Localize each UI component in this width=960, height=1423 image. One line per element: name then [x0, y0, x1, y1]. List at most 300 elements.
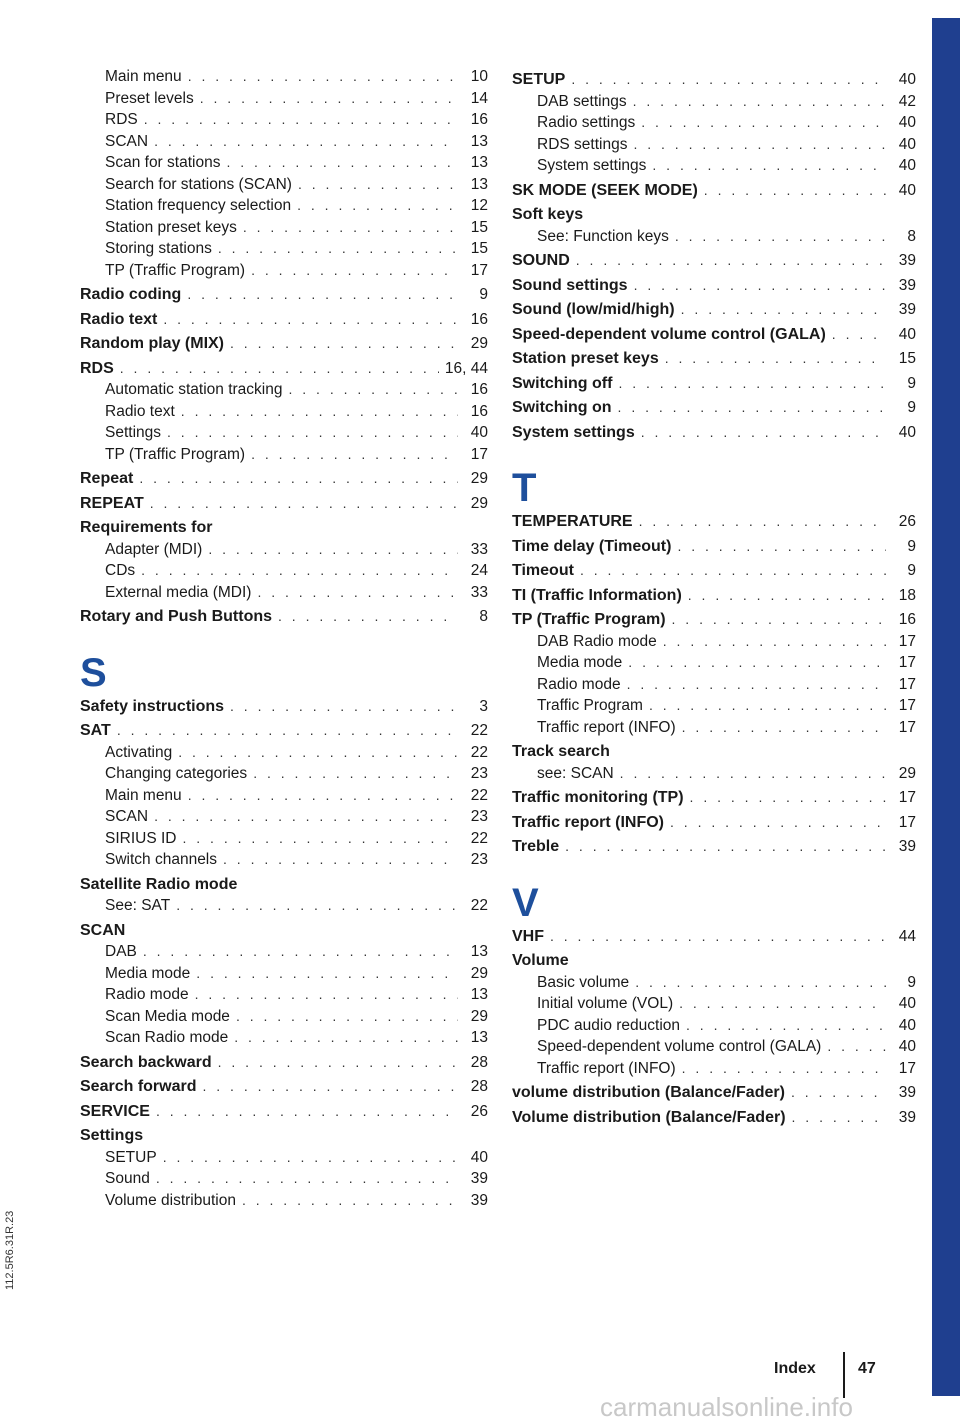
index-subentry [80, 965, 488, 987]
index-entry-text: Search backward [80, 1053, 212, 1071]
index-page-ref: 12 [470, 197, 488, 214]
index-entry-text: Switching off [512, 374, 613, 392]
index-entry-text: Radio coding [80, 286, 182, 303]
index-page-ref: 15 [898, 350, 916, 367]
dot-leader [677, 538, 886, 554]
index-page-ref: 17 [898, 632, 916, 650]
index-entry-text: Radio mode [537, 675, 621, 693]
index-entry [512, 375, 916, 397]
index-entry [512, 513, 916, 535]
index-entry-text: Safety instructions [80, 697, 225, 715]
dot-leader [230, 698, 458, 714]
page-number: 47 [858, 1360, 876, 1377]
index-entry-text: Station preset keys [105, 218, 237, 236]
footer-section-label: Index [774, 1360, 816, 1377]
index-subentry [80, 219, 488, 241]
index-subentry [80, 381, 488, 403]
index-entry-text: SIRIUS ID [105, 829, 177, 847]
index-entry [80, 876, 488, 898]
index-entry [512, 206, 916, 228]
dot-leader [167, 424, 458, 440]
index-entry-text: SCAN [80, 921, 126, 939]
index-entry-text: Settings [80, 1127, 144, 1144]
dot-leader [682, 719, 886, 735]
index-subentry [80, 986, 488, 1008]
document-code: 112.5R6.31R.23 [4, 1210, 16, 1290]
index-entry-text: Search forward [80, 1078, 197, 1095]
index-subentry [80, 111, 488, 133]
index-subentry [80, 133, 488, 155]
index-page-ref: 40 [898, 1038, 916, 1055]
index-entry [80, 470, 488, 492]
index-entry-text: Radio mode [105, 986, 189, 1003]
dot-leader [618, 399, 886, 415]
index-entry [80, 1054, 488, 1076]
index-subentry [80, 830, 488, 852]
index-entry-text: Scan for stations [105, 154, 221, 171]
index-entry-text: Traffic Program [537, 697, 643, 714]
index-entry-text: Changing categories [105, 765, 248, 782]
index-entry-text: Station preset keys [512, 350, 659, 367]
dot-leader [288, 381, 458, 397]
index-entry-text: See: Function keys [537, 227, 669, 245]
index-entry-text: Initial volume (VOL) [537, 995, 674, 1012]
dot-leader [154, 133, 458, 149]
dot-leader [827, 1038, 886, 1054]
index-page-ref: 39 [898, 1084, 916, 1101]
index-entry-text: PDC audio reduction [537, 1016, 681, 1034]
index-page-ref: 17 [898, 697, 916, 714]
index-entry-text: Satellite Radio mode [80, 875, 238, 893]
index-entry-text: System settings [512, 423, 635, 441]
index-subentry [512, 676, 916, 698]
index-subentry [80, 584, 488, 606]
index-subentry [512, 654, 916, 676]
index-column-left [80, 68, 488, 1213]
index-entry [512, 611, 916, 633]
dot-leader [682, 1060, 886, 1076]
dot-leader [679, 995, 886, 1011]
dot-leader [251, 446, 458, 462]
index-entry-text: Traffic report (INFO) [537, 1059, 676, 1077]
index-subentry [80, 897, 488, 919]
index-entry [80, 1103, 488, 1125]
index-entry-text: Rotary and Push Buttons [80, 608, 273, 625]
index-subentry [512, 228, 916, 250]
dot-leader [641, 424, 886, 440]
index-page-ref: 40 [470, 1148, 488, 1166]
index-entry-text: Automatic station tracking [105, 381, 283, 398]
index-entry-text: Basic volume [537, 973, 630, 991]
index-page-ref: 16 [470, 381, 488, 398]
dot-leader [253, 765, 458, 781]
dot-leader [236, 1008, 458, 1024]
index-subentry [80, 446, 488, 468]
index-subentry [80, 1149, 488, 1171]
index-page-ref: 33 [470, 583, 488, 601]
dot-leader [251, 262, 458, 278]
index-entry [80, 335, 488, 357]
index-subentry [80, 176, 488, 198]
index-page-ref: 17 [898, 675, 916, 693]
index-entry [80, 722, 488, 744]
index-subentry [512, 697, 916, 719]
index-entry-text: Volume distribution [105, 1191, 236, 1209]
index-entry [512, 789, 916, 811]
dot-leader [230, 335, 458, 351]
dot-leader [297, 197, 458, 213]
index-page-ref: 44 [898, 927, 916, 945]
index-page-ref: 3 [479, 697, 488, 715]
dot-leader [187, 286, 458, 302]
index-entry [512, 1109, 916, 1131]
index-subentry [512, 1060, 916, 1082]
index-page-ref: 22 [470, 743, 488, 761]
index-page-ref: 22 [470, 786, 488, 804]
index-entry-text: Station frequency selection [105, 197, 292, 214]
index-entry [512, 743, 916, 765]
index-page-ref: 28 [470, 1053, 488, 1071]
dot-leader [178, 744, 458, 760]
index-entry-text: Soft keys [512, 206, 584, 223]
index-entry-text: Switch channels [105, 851, 218, 868]
index-subentry [80, 808, 488, 830]
index-subentry [512, 633, 916, 655]
dot-leader [550, 928, 886, 944]
dot-leader [200, 90, 458, 106]
dot-leader [688, 587, 886, 603]
index-page-ref: 39 [470, 1170, 488, 1187]
index-entry-text: SERVICE [80, 1102, 150, 1120]
index-entry [512, 587, 916, 609]
dot-leader [150, 495, 458, 511]
index-page-ref: 13 [470, 132, 488, 150]
dot-leader [639, 513, 886, 529]
index-entry-text: Requirements for [80, 519, 213, 536]
index-page-ref: 17 [898, 654, 916, 671]
dot-leader [649, 697, 886, 713]
index-page-ref: 9 [907, 973, 916, 991]
index-subentry [80, 262, 488, 284]
index-page-ref: 40 [470, 424, 488, 441]
index-page-ref: 28 [470, 1078, 488, 1095]
index-entry [512, 71, 916, 93]
index-entry-text: VHF [512, 927, 544, 945]
index-entry-text: Traffic report (INFO) [537, 718, 676, 736]
dot-leader [156, 1103, 458, 1119]
index-page-ref: 8 [479, 608, 488, 625]
index-page-ref: 9 [907, 562, 916, 579]
index-page-ref: 39 [898, 301, 916, 318]
dot-leader [298, 176, 458, 192]
index-entry-text: Sound [105, 1170, 150, 1187]
index-page-ref: 15 [470, 218, 488, 236]
dot-leader [675, 228, 886, 244]
index-entry-text: RDS [105, 111, 138, 128]
index-entry-text: Main menu [105, 68, 182, 85]
index-entry [512, 252, 916, 274]
index-subentry [80, 1008, 488, 1030]
index-entry-text: Media mode [105, 964, 191, 982]
dot-leader [120, 360, 439, 376]
index-subentry [80, 68, 488, 90]
index-page-ref: 40 [898, 995, 916, 1012]
index-entry [512, 562, 916, 584]
section-color-bar [932, 18, 960, 1396]
index-page-ref: 15 [470, 240, 488, 257]
index-entry [512, 928, 916, 950]
index-page-ref: 16 [470, 111, 488, 128]
index-page-ref: 29 [470, 494, 488, 512]
index-entry [80, 608, 488, 630]
dot-leader [681, 301, 886, 317]
index-entry [512, 277, 916, 299]
dot-leader [652, 157, 886, 173]
index-entry-text: SK MODE (SEEK MODE) [512, 181, 698, 199]
index-entry [512, 424, 916, 446]
index-entry-text: DAB Radio mode [537, 632, 657, 650]
index-page-ref: 13 [470, 943, 488, 960]
index-subentry [80, 197, 488, 219]
index-subentry [80, 154, 488, 176]
index-page-ref: 16 [898, 611, 916, 628]
index-page-ref: 26 [898, 513, 916, 530]
index-page-ref: 9 [907, 537, 916, 555]
index-page-ref: 29 [898, 764, 916, 782]
index-page-ref: 29 [470, 335, 488, 352]
index-page-ref: 39 [898, 276, 916, 294]
dot-leader [634, 277, 886, 293]
index-entry-text: See: SAT [105, 897, 171, 914]
index-entry-text: Settings [105, 424, 162, 441]
index-page-ref: 9 [907, 374, 916, 392]
index-entry-text: Repeat [80, 470, 134, 487]
dot-leader [665, 350, 886, 366]
index-page-ref: 17 [898, 1059, 916, 1077]
index-entry-text: Sound (low/mid/high) [512, 301, 675, 318]
index-entry-text: Speed-dependent volume control (GALA) [512, 325, 826, 343]
index-entry [80, 311, 488, 333]
index-subentry [80, 765, 488, 787]
index-subentry [80, 541, 488, 563]
dot-leader [580, 562, 886, 578]
index-subentry [512, 157, 916, 179]
index-column-right [512, 68, 916, 1130]
index-entry-text: RDS settings [537, 135, 628, 153]
dot-leader [571, 71, 886, 87]
index-entry-text: SCAN [105, 808, 149, 825]
index-page-ref: 16 [470, 310, 488, 328]
index-entry-text: TEMPERATURE [512, 513, 633, 530]
index-subentry [512, 719, 916, 741]
index-entry-text: Activating [105, 743, 173, 761]
index-entry [512, 1084, 916, 1106]
index-page-ref: 39 [470, 1191, 488, 1209]
index-subentry [512, 974, 916, 996]
index-page-ref: 16 [470, 402, 488, 420]
index-entry-text: System settings [537, 157, 647, 174]
dot-leader [618, 375, 886, 391]
index-entry [80, 495, 488, 517]
dot-leader [156, 1170, 458, 1186]
dot-leader [182, 830, 458, 846]
dot-leader [704, 182, 886, 198]
index-subentry [512, 1038, 916, 1060]
index-entry-text: TP (Traffic Program) [512, 611, 666, 628]
index-subentry [512, 1017, 916, 1039]
index-entry-text: Volume [512, 952, 569, 969]
index-page-ref: 17 [470, 445, 488, 463]
index-entry-text: Random play (MIX) [80, 335, 225, 352]
index-entry-text: Radio text [105, 402, 175, 420]
index-page-ref: 40 [898, 71, 916, 88]
index-entry-text: Scan Media mode [105, 1007, 230, 1025]
index-entry-text: Sound settings [512, 276, 628, 294]
index-subentry [80, 851, 488, 873]
index-entry-text: Volume distribution (Balance/Fader) [512, 1108, 786, 1126]
index-page-ref: 33 [470, 540, 488, 558]
dot-leader [672, 611, 886, 627]
index-page-ref: 40 [898, 157, 916, 174]
index-subentry [80, 1170, 488, 1192]
index-entry [512, 838, 916, 860]
dot-leader [633, 93, 886, 109]
index-page-ref: 40 [898, 423, 916, 441]
dot-leader [628, 654, 886, 670]
watermark: carmanualsonline.info [600, 1392, 853, 1422]
dot-leader [176, 897, 458, 913]
index-entry-text: Speed-dependent volume control (GALA) [537, 1038, 822, 1055]
index-entry [80, 360, 488, 382]
index-page-ref: 17 [470, 261, 488, 279]
index-entry-text: Timeout [512, 562, 574, 579]
dot-leader [627, 676, 886, 692]
index-entry-text: Time delay (Timeout) [512, 537, 672, 555]
index-entry [512, 538, 916, 560]
index-subentry [512, 995, 916, 1017]
index-entry-text: Media mode [537, 654, 623, 671]
index-entry-text: Main menu [105, 786, 182, 804]
index-page-ref: 40 [898, 181, 916, 199]
index-page-ref: 8 [907, 227, 916, 245]
index-subentry [512, 136, 916, 158]
dot-leader [641, 114, 886, 130]
index-entry-text: RDS [80, 359, 114, 377]
index-page-ref: 17 [898, 789, 916, 806]
dot-leader [226, 154, 458, 170]
index-entry-text: TI (Traffic Information) [512, 586, 682, 604]
index-page-ref: 40 [898, 135, 916, 153]
index-page-ref: 42 [898, 92, 916, 110]
index-page-ref: 26 [470, 1102, 488, 1120]
index-entry-text: SOUND [512, 252, 570, 269]
index-entry-text: Traffic report (INFO) [512, 813, 665, 831]
dot-leader [832, 326, 886, 342]
index-subentry [80, 744, 488, 766]
dot-leader [202, 1078, 458, 1094]
dot-leader [181, 403, 458, 419]
index-entry-text: Adapter (MDI) [105, 540, 203, 558]
dot-leader [576, 252, 886, 268]
index-entry-text: REPEAT [80, 494, 144, 512]
dot-leader [139, 470, 458, 486]
index-entry-text: DAB settings [537, 92, 627, 110]
index-entry-text: Switching on [512, 399, 612, 416]
dot-leader [257, 584, 458, 600]
dot-leader [620, 765, 886, 781]
dot-leader [218, 240, 458, 256]
index-subentry [512, 114, 916, 136]
dot-leader [686, 1017, 886, 1033]
dot-leader [195, 986, 458, 1002]
index-page-ref: 10 [470, 68, 488, 85]
dot-leader [792, 1109, 886, 1125]
dot-leader [163, 311, 458, 327]
index-letter-heading: S [80, 650, 107, 695]
dot-leader [635, 974, 886, 990]
index-entry-text: Treble [512, 838, 560, 855]
index-entry [512, 399, 916, 421]
index-page-ref: 17 [898, 813, 916, 831]
index-entry-text: see: SCAN [537, 764, 614, 782]
index-entry [512, 182, 916, 204]
index-page-ref: 23 [470, 851, 488, 868]
dot-leader [218, 1054, 458, 1070]
index-page-ref: 16, 44 [444, 359, 488, 377]
dot-leader [791, 1084, 886, 1100]
index-page-ref: 18 [898, 586, 916, 604]
index-entry [80, 922, 488, 944]
dot-leader [141, 562, 458, 578]
index-entry-text: Search for stations (SCAN) [105, 175, 292, 193]
index-page-ref: 23 [470, 808, 488, 825]
dot-leader [242, 1192, 458, 1208]
index-entry-text: Track search [512, 743, 610, 760]
index-entry-text: TP (Traffic Program) [105, 445, 246, 463]
index-page-ref: 9 [479, 286, 488, 303]
index-page-ref: 40 [898, 325, 916, 343]
index-entry-text: Radio settings [537, 114, 636, 131]
dot-leader [117, 722, 458, 738]
index-subentry [80, 787, 488, 809]
dot-leader [690, 789, 886, 805]
index-entry-text: Scan Radio mode [105, 1029, 229, 1046]
index-subentry [80, 943, 488, 965]
index-entry [80, 519, 488, 541]
index-page-ref: 14 [470, 89, 488, 107]
dot-leader [633, 136, 886, 152]
index-subentry [512, 93, 916, 115]
dot-leader [143, 943, 458, 959]
dot-leader [663, 633, 886, 649]
index-subentry [80, 90, 488, 112]
index-page-ref: 40 [898, 114, 916, 131]
index-page-ref: 29 [470, 470, 488, 487]
dot-leader [278, 608, 458, 624]
index-subentry [80, 403, 488, 425]
index-page-ref: 39 [898, 838, 916, 855]
dot-leader [223, 851, 458, 867]
index-letter-heading: T [512, 466, 537, 510]
index-page-ref: 23 [470, 765, 488, 782]
index-page-ref: 22 [470, 722, 488, 739]
index-entry [80, 698, 488, 720]
index-page-ref: 40 [898, 1016, 916, 1034]
index-entry-text: Traffic monitoring (TP) [512, 789, 684, 806]
index-page-ref: 39 [898, 1108, 916, 1126]
index-page-ref: 24 [470, 562, 488, 579]
index-letter-heading: V [512, 880, 539, 925]
